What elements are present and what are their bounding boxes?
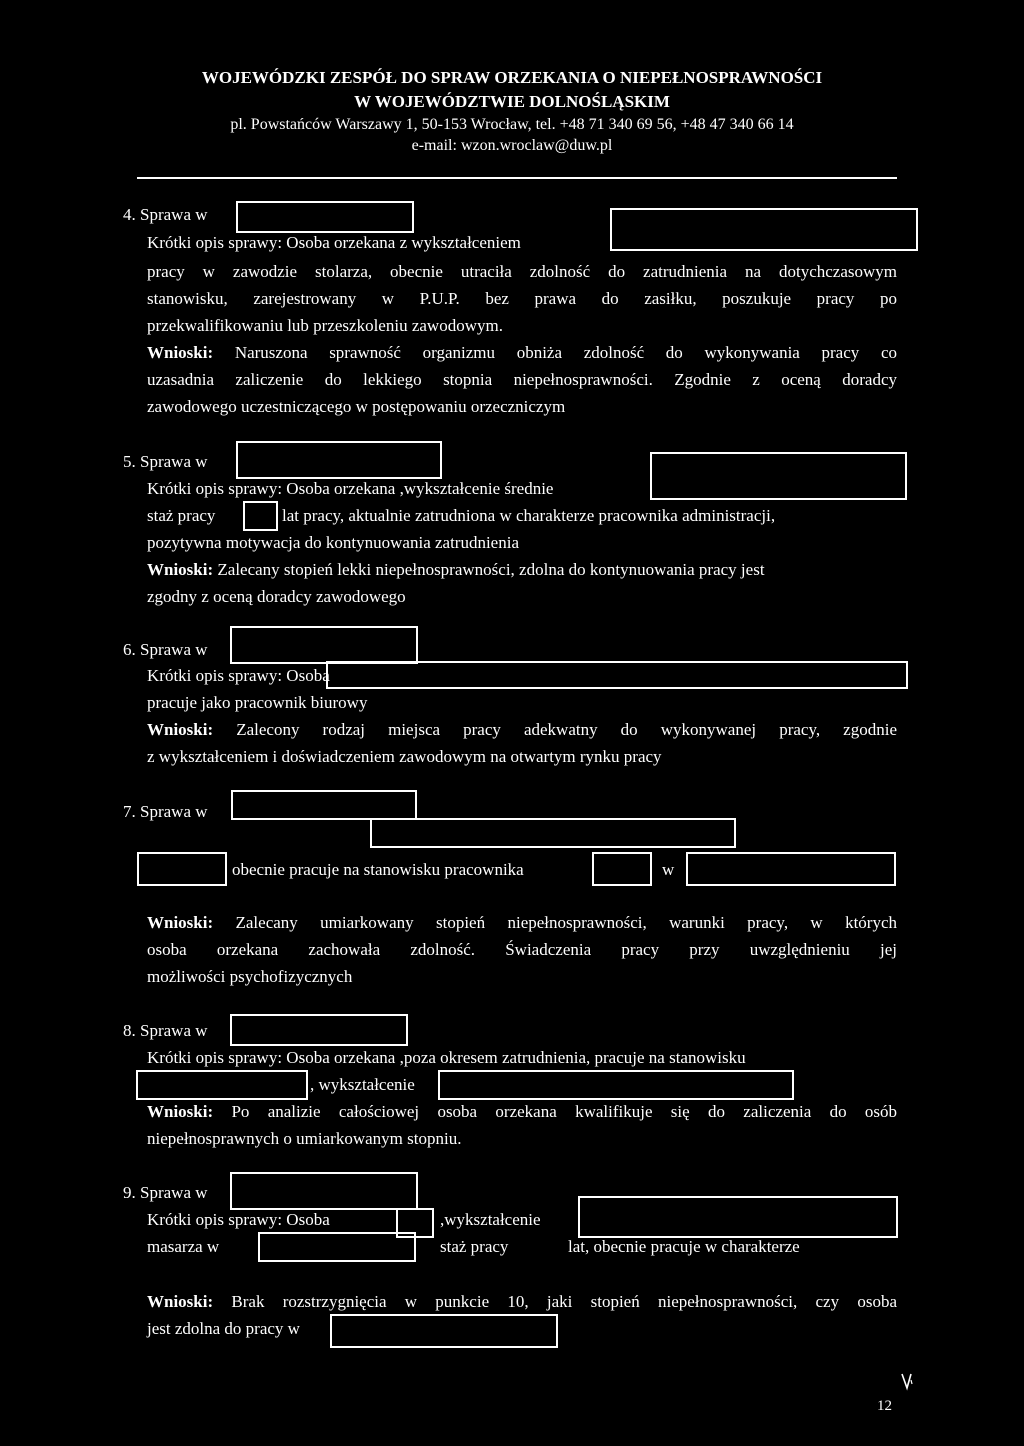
case5-conclusion-label: Wnioski:	[147, 560, 214, 579]
case9-line1b: ,wykształcenie	[440, 1210, 541, 1229]
case7-conclusion1-text: Zalecany umiarkowany stopień niepełnosprawności, warunki pracy, w których	[213, 913, 897, 932]
case7-conclusion-label: Wnioski:	[147, 913, 214, 932]
case6-title: 6. Sprawa w	[123, 640, 208, 659]
case8-conclusion2: niepełnosprawnych o umiarkowanym stopniu.	[147, 1129, 462, 1148]
scan-mark	[900, 1370, 914, 1392]
case9-line2a: masarza w	[147, 1237, 220, 1256]
case8-conclusion1-text: Po analizie całościowej osoba orzekana kwalifikuje się do zaliczenia do osób	[213, 1102, 897, 1121]
case8-line2: , wykształcenie	[310, 1075, 415, 1094]
case9-conclusion-label: Wnioski:	[147, 1292, 214, 1311]
case7-redacted-3	[137, 852, 227, 886]
case9-conclusion1-text: Brak rozstrzygnięcia w punkcie 10, jaki stopień niepełnosprawności, czy osoba	[213, 1292, 897, 1311]
institution-name-line1: WOJEWÓDZKI ZESPÓŁ DO SPRAW ORZEKANIA O NIEPEŁNOSPRAWNOŚCI	[201, 68, 823, 87]
institution-email: e-mail: wzon.wroclaw@duw.pl	[411, 137, 613, 154]
case9-line1a: Krótki opis sprawy: Osoba	[147, 1210, 330, 1229]
case4-line1: Krótki opis sprawy: Osoba orzekana z wykształceniem	[147, 233, 521, 252]
case5-title: 5. Sprawa w	[123, 452, 208, 471]
case6-redacted-1	[230, 626, 418, 664]
case4-conclusion3: zawodowego uczestniczącego w postępowaniu orzeczniczym	[147, 397, 566, 416]
case9-redacted-3	[578, 1196, 898, 1238]
case4-line3: stanowisku, zarejestrowany w P.U.P. bez prawa do zasiłku, poszukuje pracy po	[147, 289, 897, 308]
case4-redacted-2	[610, 208, 918, 251]
case6-conclusion1-text: Zalecony rodzaj miejsca pracy adekwatny do wykonywanej pracy, zgodnie	[213, 720, 897, 739]
case7-redacted-4	[592, 852, 652, 886]
page-number: 12	[877, 1398, 892, 1414]
case4-conclusion1-text: Naruszona sprawność organizmu obniża zdolność do wykonywania pracy co	[213, 343, 897, 362]
case4-conclusion2: uzasadnia zaliczenie do lekkiego stopnia niepełnosprawności. Zgodnie z oceną doradcy	[147, 370, 897, 389]
case5-line2a: staż pracy	[147, 506, 216, 525]
case4-title: 4. Sprawa w	[123, 205, 208, 224]
case6-conclusion-label: Wnioski:	[147, 720, 214, 739]
case7-title: 7. Sprawa w	[123, 802, 208, 821]
case5-redacted-3	[243, 501, 278, 531]
case8-redacted-2	[136, 1070, 308, 1100]
case8-line1: Krótki opis sprawy: Osoba orzekana ,poza okresem zatrudnienia, pracuje na stanowisku	[147, 1048, 746, 1067]
case6-redacted-2	[326, 661, 908, 689]
case7-conclusion3: możliwości psychofizycznych	[147, 967, 353, 986]
case6-line1: Krótki opis sprawy: Osoba	[147, 666, 330, 685]
case5-conclusion1	[147, 560, 765, 580]
case5-conclusion2: zgodny z oceną doradcy zawodowego	[147, 587, 406, 606]
institution-name-line2: W WOJEWÓDZTWIE DOLNOŚLĄSKIM	[354, 92, 670, 111]
case5-line2b: lat pracy, aktualnie zatrudniona w charakterze pracownika administracji,	[282, 506, 776, 525]
case7-conclusion2: osoba orzekana zachowała zdolność. Świadczenia pracy przy uwzględnieniu jej	[147, 940, 897, 959]
case4-line2: pracy w zawodzie stolarza, obecnie utraciła zdolność do zatrudnienia na dotychczasowym	[147, 262, 897, 281]
case7-line1: obecnie pracuje na stanowisku pracownika	[232, 860, 524, 879]
case4-conclusion-label: Wnioski:	[147, 343, 214, 362]
case9-redacted-5	[330, 1314, 558, 1348]
case5-line1: Krótki opis sprawy: Osoba orzekana ,wykształcenie średnie	[147, 479, 554, 498]
case7-redacted-2	[370, 818, 736, 848]
header-divider	[137, 177, 897, 179]
case9-title: 9. Sprawa w	[123, 1183, 208, 1202]
institution-address: pl. Powstańców Warszawy 1, 50-153 Wrocław, tel. +48 71 340 69 56, +48 47 340 66 14	[230, 116, 794, 133]
case8-redacted-3	[438, 1070, 794, 1100]
case9-conclusion2: jest zdolna do pracy w	[147, 1319, 300, 1338]
case8-title: 8. Sprawa w	[123, 1021, 208, 1040]
case5-redacted-1	[236, 441, 442, 479]
case6-conclusion2: z wykształceniem i doświadczeniem zawodowym na otwartym rynku pracy	[147, 747, 662, 766]
case7-line1b: w	[662, 860, 675, 879]
case8-conclusion-label: Wnioski:	[147, 1102, 214, 1121]
case9-redacted-4	[258, 1232, 416, 1262]
case5-redacted-2	[650, 452, 907, 500]
case6-line2: pracuje jako pracownik biurowy	[147, 693, 368, 712]
case9-redacted-1	[230, 1172, 418, 1210]
case5-line3: pozytywna motywacja do kontynuowania zatrudnienia	[147, 533, 519, 552]
case4-line4: przekwalifikowaniu lub przeszkoleniu zawodowym.	[147, 316, 503, 335]
case7-redacted-5	[686, 852, 896, 886]
case7-redacted-1	[231, 790, 417, 820]
case4-redacted-1	[236, 201, 414, 233]
case8-redacted-1	[230, 1014, 408, 1046]
case9-line2b: staż pracy	[440, 1237, 509, 1256]
case9-line2c: lat, obecnie pracuje w charakterze	[568, 1237, 800, 1256]
case5-conclusion1-text: Zalecany stopień lekki niepełnosprawności, zdolna do kontynuowania pracy jest	[213, 560, 765, 579]
